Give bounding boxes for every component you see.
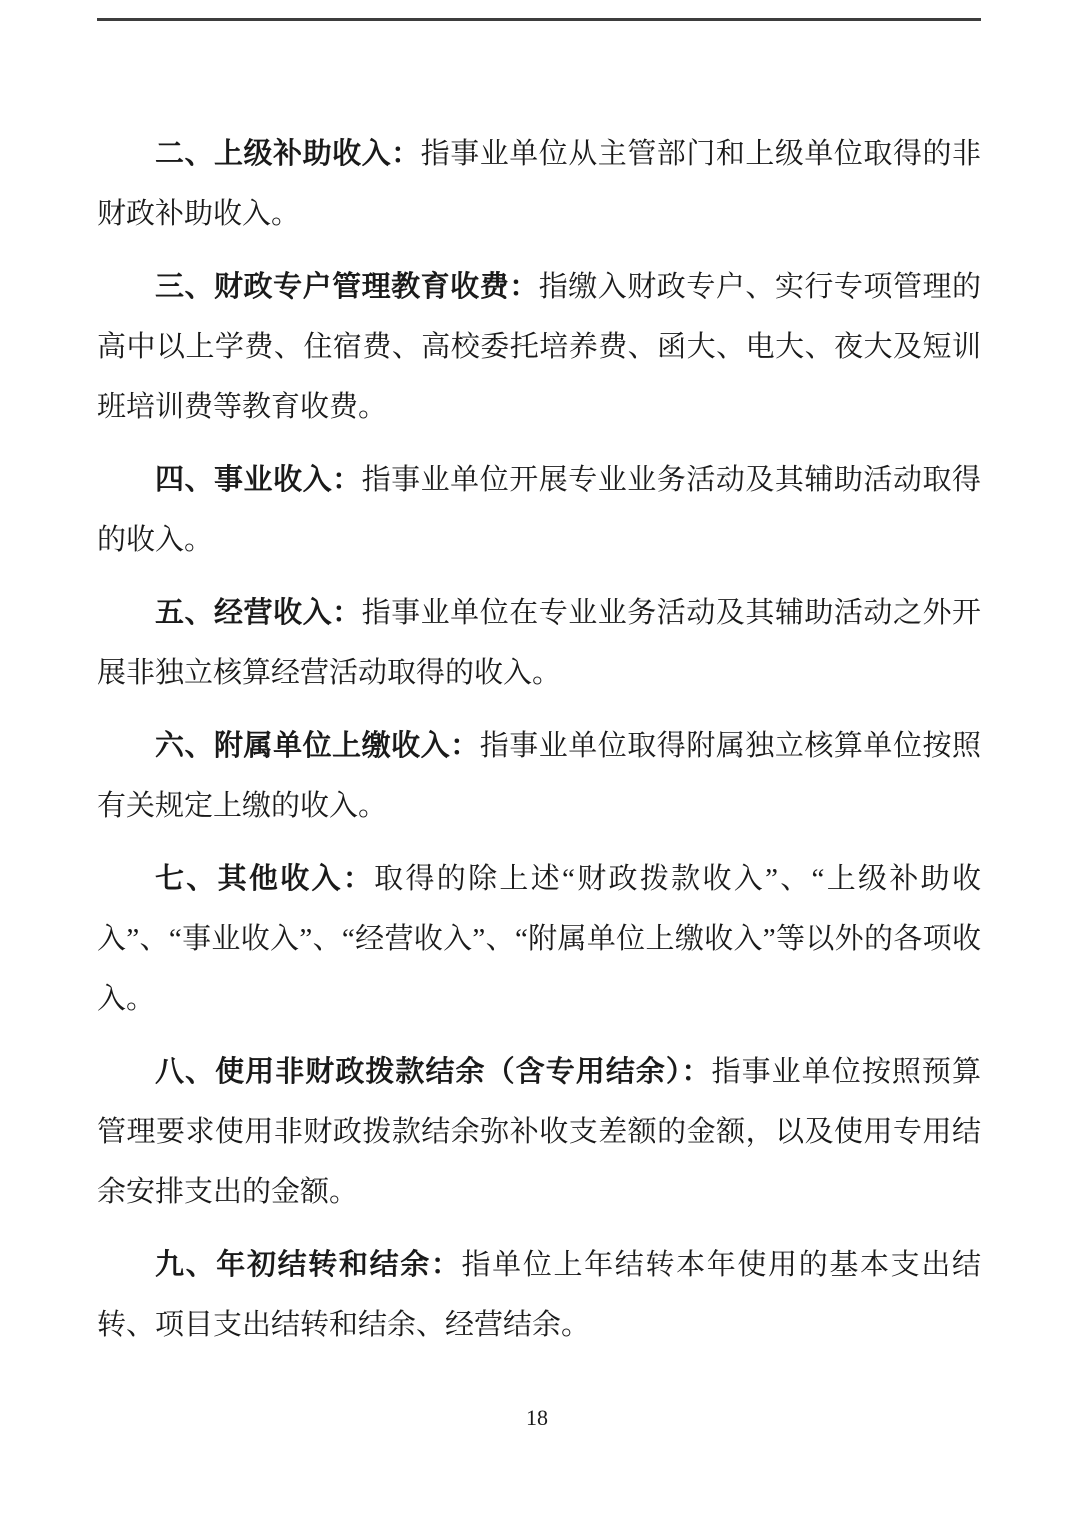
paragraph-superior-subsidy-income bbox=[97, 124, 981, 244]
paragraph-other-income bbox=[97, 849, 981, 1029]
term-definition: 指事业单位取得附属独立核算单位按照有关规定上缴的收入。 bbox=[97, 730, 981, 822]
paragraph-operating-unit-income bbox=[97, 450, 981, 570]
term-label: 六、附属单位上缴收入： bbox=[155, 730, 480, 762]
page-footer bbox=[0, 1405, 1074, 1431]
term-definition: 指事业单位从主管部门和上级单位取得的非财政补助收入。 bbox=[97, 138, 981, 230]
document-body bbox=[97, 124, 981, 1368]
page-number: 18 bbox=[526, 1405, 548, 1430]
term-definition: 指单位上年结转本年使用的基本支出结转、项目支出结转和结余、经营结余。 bbox=[97, 1249, 981, 1341]
paragraph-non-fiscal-surplus bbox=[97, 1042, 981, 1222]
header-divider-line bbox=[97, 18, 981, 21]
term-label: 九、年初结转和结余： bbox=[155, 1249, 462, 1281]
term-definition: 指事业单位在专业业务活动及其辅助活动之外开展非独立核算经营活动取得的收入。 bbox=[97, 597, 981, 689]
term-label: 五、经营收入： bbox=[155, 597, 362, 629]
term-definition: 指缴入财政专户、实行专项管理的高中以上学费、住宿费、高校委托培养费、函大、电大、夜大及短训班培训费等教育收费。 bbox=[97, 271, 981, 423]
paragraph-carryover-balance bbox=[97, 1235, 981, 1355]
paragraph-affiliated-unit-income bbox=[97, 716, 981, 836]
paragraph-fiscal-account-education-fees bbox=[97, 257, 981, 437]
term-label: 三、财政专户管理教育收费： bbox=[155, 271, 539, 303]
term-label: 四、事业收入： bbox=[155, 464, 362, 496]
term-label: 八、使用非财政拨款结余（含专用结余）： bbox=[155, 1056, 712, 1088]
term-label: 七、其他收入： bbox=[155, 863, 375, 895]
term-definition: 指事业单位开展专业业务活动及其辅助活动取得的收入。 bbox=[97, 464, 981, 556]
term-definition: 指事业单位按照预算管理要求使用非财政拨款结余弥补收支差额的金额，以及使用专用结余安排支出的金额。 bbox=[97, 1056, 981, 1208]
term-definition: 取得的除上述“财政拨款收入”、“上级补助收入”、“事业收入”、“经营收入”、“附属单位上缴收入”等以外的各项收入。 bbox=[97, 863, 981, 1015]
term-label: 二、上级补助收入： bbox=[155, 138, 421, 170]
paragraph-business-income bbox=[97, 583, 981, 703]
